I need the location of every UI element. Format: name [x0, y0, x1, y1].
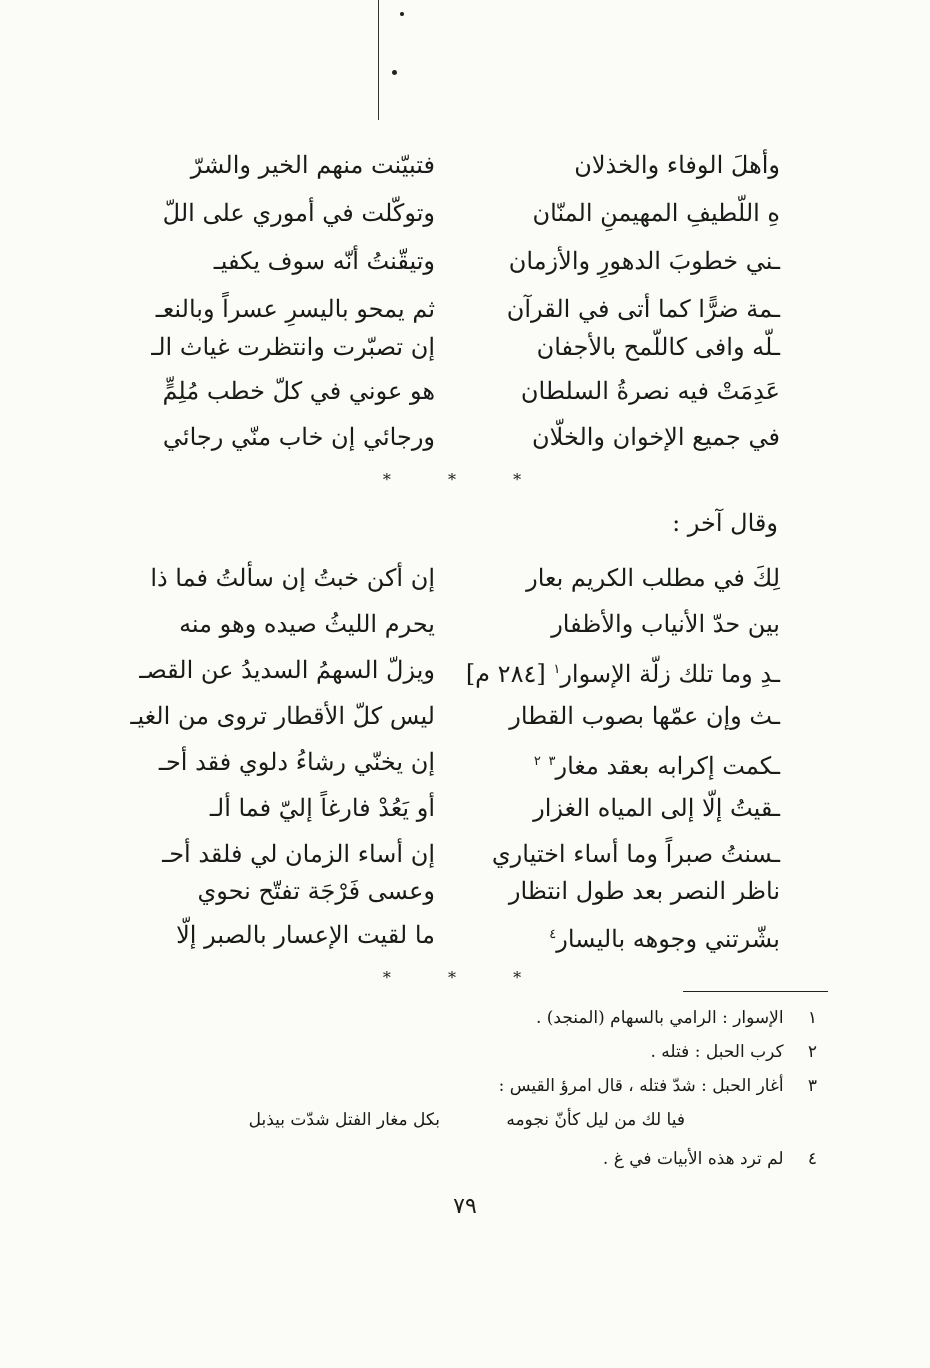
- footnote-number: ١: [807, 1008, 817, 1028]
- footnote-rule: [683, 991, 828, 992]
- verse-line: [0, 322, 930, 372]
- hemistich-first: إن أساء الزمان لي فلقد أحـ: [162, 840, 435, 868]
- hemistich-second: وأهلَ الوفاء والخذلان: [574, 151, 780, 179]
- ink-speck: [392, 70, 397, 75]
- hemistich-second: بين حدّ الأنياب والأظفار: [551, 610, 780, 638]
- footnote-number: ٤: [807, 1149, 817, 1169]
- section-heading: وقال آخر :: [672, 509, 778, 537]
- section-separator: * * *: [382, 968, 548, 987]
- verse-line: [0, 412, 930, 462]
- hemistich-first: ورجائي إن خاب منّي رجائي: [162, 423, 435, 451]
- footnote-text: كرب الحبل : فتله .: [650, 1042, 784, 1062]
- hemistich-first: إن تصبّرت وانتظرت غياث الـ: [151, 333, 435, 361]
- verse-line: [0, 366, 930, 416]
- hemistich-second: ـمة ضرًّا كما أتى في القرآن: [506, 295, 780, 323]
- hemistich-second: ـقيتُ إلّا إلى المياه الغزار: [533, 794, 780, 822]
- footnote: [499, 1071, 817, 1101]
- verse-line: [0, 691, 930, 741]
- hemistich-text: ـدِ وما تلك زلّة الإسوار: [560, 660, 780, 688]
- margin-reference: [٢٨٤ م]: [465, 660, 546, 688]
- verse-line: [0, 910, 930, 960]
- hemistich-second: ـلّه وافى كاللّمح بالأجفان: [536, 333, 780, 361]
- hemistich-first: أو يَعُدْ فارغاً إليّ فما ألـ: [209, 794, 435, 822]
- verse-line: [0, 236, 930, 286]
- hemistich-second: ـسنتُ صبراً وما أساء اختياري: [491, 840, 780, 868]
- verse-line: [0, 599, 930, 649]
- verse-line: [0, 737, 930, 787]
- verse-line: [0, 140, 930, 190]
- hemistich-second: لِكَ في مطلب الكريم بعار: [526, 564, 780, 592]
- ink-speck: [400, 12, 404, 16]
- verse-line: [0, 188, 930, 238]
- footnote-verse-second: بكل مغار الفتل شدّت بيذبل: [248, 1110, 440, 1130]
- hemistich-text: بشّرتني وجوهه باليسار: [556, 925, 780, 953]
- hemistich-second: ناظر النصر بعد طول انتظار: [508, 877, 780, 905]
- hemistich-text: ـكمت إكرابه بعقد مغار: [555, 752, 780, 780]
- footnote-text: الإسوار : الرامي بالسهام (المنجد) .: [535, 1008, 784, 1028]
- verse-line: [0, 783, 930, 833]
- hemistich-second: في جميع الإخوان والخلّان: [532, 423, 780, 451]
- footnote: [603, 1144, 817, 1174]
- footnote-text: لم ترد هذه الأبيات في غ .: [602, 1149, 784, 1169]
- hemistich-first: إن أكن خبتُ إن سألتُ فما ذا: [150, 564, 435, 592]
- hemistich-first: وعسى فَرْجَة تفتّح نحوي: [197, 877, 435, 905]
- hemistich-first: ليس كلّ الأقطار تروى من الغيـ: [130, 702, 435, 730]
- footnote-number: ٢: [807, 1042, 817, 1062]
- hemistich-first: فتبيّنت منهم الخير والشرّ: [190, 151, 435, 179]
- hemistich-second: ـني خطوبَ الدهورِ والأزمان: [508, 247, 780, 275]
- footnote-marker: ٣: [548, 754, 556, 769]
- hemistich-second: هِ اللّطيفِ المهيمنِ المنّان: [532, 199, 780, 227]
- hemistich-first: إن يخنّي رشاءُ دلوي فقد أحـ: [158, 748, 435, 776]
- hemistich-first: وتيقّنتُ أنّه سوف يكفيـ: [213, 247, 435, 275]
- binding-line: [378, 0, 379, 120]
- verse-line: [0, 866, 930, 916]
- footnote-marker: ٤: [549, 927, 557, 942]
- hemistich-first: وتوكّلت في أموري على اللّ: [162, 199, 435, 227]
- hemistich-second: عَدِمَتْ فيه نصرةُ السلطان: [520, 377, 780, 405]
- footnote-text: أغار الحبل : شدّ فتله ، قال امرؤ القيس :: [498, 1076, 784, 1096]
- verse-line: [0, 553, 930, 603]
- hemistich-first: هو عوني في كلّ خطب مُلِمٍّ: [162, 377, 435, 405]
- hemistich-second: [490, 910, 780, 964]
- section-separator: * * *: [382, 470, 548, 489]
- hemistich-first: ويزلّ السهمُ السديدُ عن القصـ: [139, 656, 435, 684]
- footnote: [650, 1037, 817, 1067]
- hemistich-first: ثم يمحو باليسرِ عسراً وبالنعـ: [155, 295, 435, 323]
- footnote-verse-first: فيا لك من ليل كأنّ نجومه: [506, 1110, 685, 1130]
- hemistich-first: يحرم الليثُ صيده وهو منه: [179, 610, 435, 638]
- hemistich-first: ما لقيت الإعسار بالصبر إلّا: [176, 921, 435, 949]
- footnote: [536, 1003, 817, 1033]
- footnote-number: ٣: [807, 1076, 817, 1096]
- footnote-marker: ٢: [533, 754, 541, 769]
- page-number: ٧٩: [453, 1194, 477, 1219]
- hemistich-second: ـث وإن عمّها بصوب القطار: [509, 702, 780, 730]
- verse-line: [0, 645, 930, 695]
- footnote-marker: ١: [553, 662, 561, 677]
